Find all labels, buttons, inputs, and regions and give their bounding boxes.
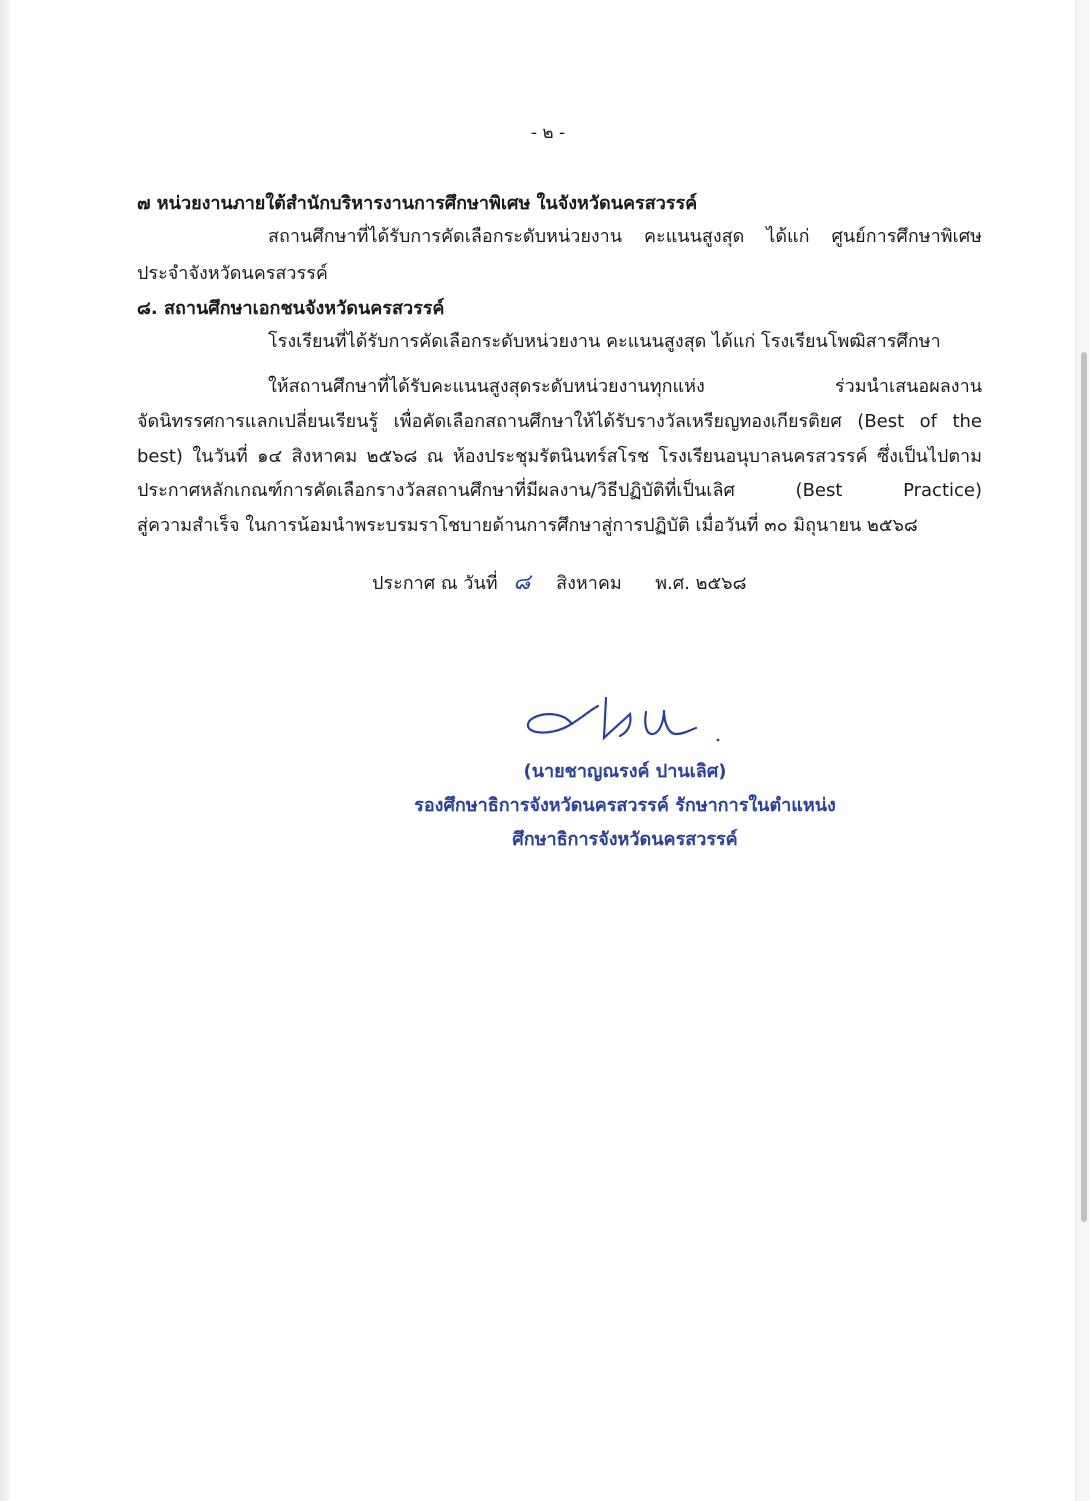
section7-line1: สถานศึกษาที่ได้รับการคัดเลือกระดับหน่วยงาน คะแนนสูงสุด ได้แก่ ศูนย์การศึกษาพิเศษ — [268, 226, 982, 247]
signatory-position-line1: รองศึกษาธิการจังหวัดนครสวรรค์ รักษาการในตำแหน่ง — [414, 795, 836, 816]
scrollbar-thumb[interactable] — [1081, 352, 1087, 1222]
announcement-date — [372, 571, 746, 596]
section8-heading: ๘. สถานศึกษาเอกชนจังหวัดนครสวรรค์ — [137, 298, 445, 319]
paragraph-line1: ให้สถานศึกษาที่ได้รับคะแนนสูงสุดระดับหน่วยงานทุกแห่ง ร่วมนำเสนอผลงาน — [268, 376, 982, 397]
left-page-edge — [0, 0, 10, 1501]
paragraph-line5: สู่ความสำเร็จ ในการน้อมนำพระบรมราโชบายด้านการศึกษาสู่การปฏิบัติ เมื่อวันที่ ๓๐ มิถุนายน ๒๕๖๘ — [137, 515, 918, 536]
signatory-name: (นายชาญณรงค์ ปานเลิศ) — [523, 761, 727, 782]
announcement-prefix: ประกาศ ณ วันที่ — [372, 573, 498, 594]
signature-image — [520, 690, 730, 750]
section7-heading: ๗ หน่วยงานภายใต้สำนักบริหารงานการศึกษาพิเศษ ในจังหวัดนครสวรรค์ — [137, 193, 698, 214]
document-page — [10, 0, 1076, 1501]
paragraph-line2: จัดนิทรรศการแลกเปลี่ยนเรียนรู้ เพื่อคัดเลือกสถานศึกษาให้ได้รับรางวัลเหรียญทองเกียรติยศ (Best of the — [137, 411, 982, 432]
announcement-year: พ.ศ. ๒๕๖๘ — [655, 573, 747, 594]
scrollbar-track[interactable] — [1075, 0, 1090, 1501]
announcement-month: สิงหาคม — [556, 573, 622, 594]
section7-line2: ประจำจังหวัดนครสวรรค์ — [137, 263, 328, 284]
page-number: - ๒ - — [530, 123, 566, 143]
paragraph-line3: best) ในวันที่ ๑๔ สิงหาคม ๒๕๖๘ ณ ห้องประชุมรัตนินทร์สโรช โรงเรียนอนุบาลนครสวรรค์ ซึ่งเป็นไปตาม — [137, 446, 982, 467]
section8-line1: โรงเรียนที่ได้รับการคัดเลือกระดับหน่วยงาน คะแนนสูงสุด ได้แก่ โรงเรียนโพฒิสารศึกษา — [268, 331, 941, 352]
paragraph-line4: ประกาศหลักเกณฑ์การคัดเลือกรางวัลสถานศึกษาที่มีผลงาน/วิธีปฏิบัติที่เป็นเลิศ (Best Practice) — [137, 480, 982, 501]
announcement-day: ๘ — [513, 570, 531, 595]
signatory-position-line2: ศึกษาธิการจังหวัดนครสวรรค์ — [512, 829, 738, 850]
